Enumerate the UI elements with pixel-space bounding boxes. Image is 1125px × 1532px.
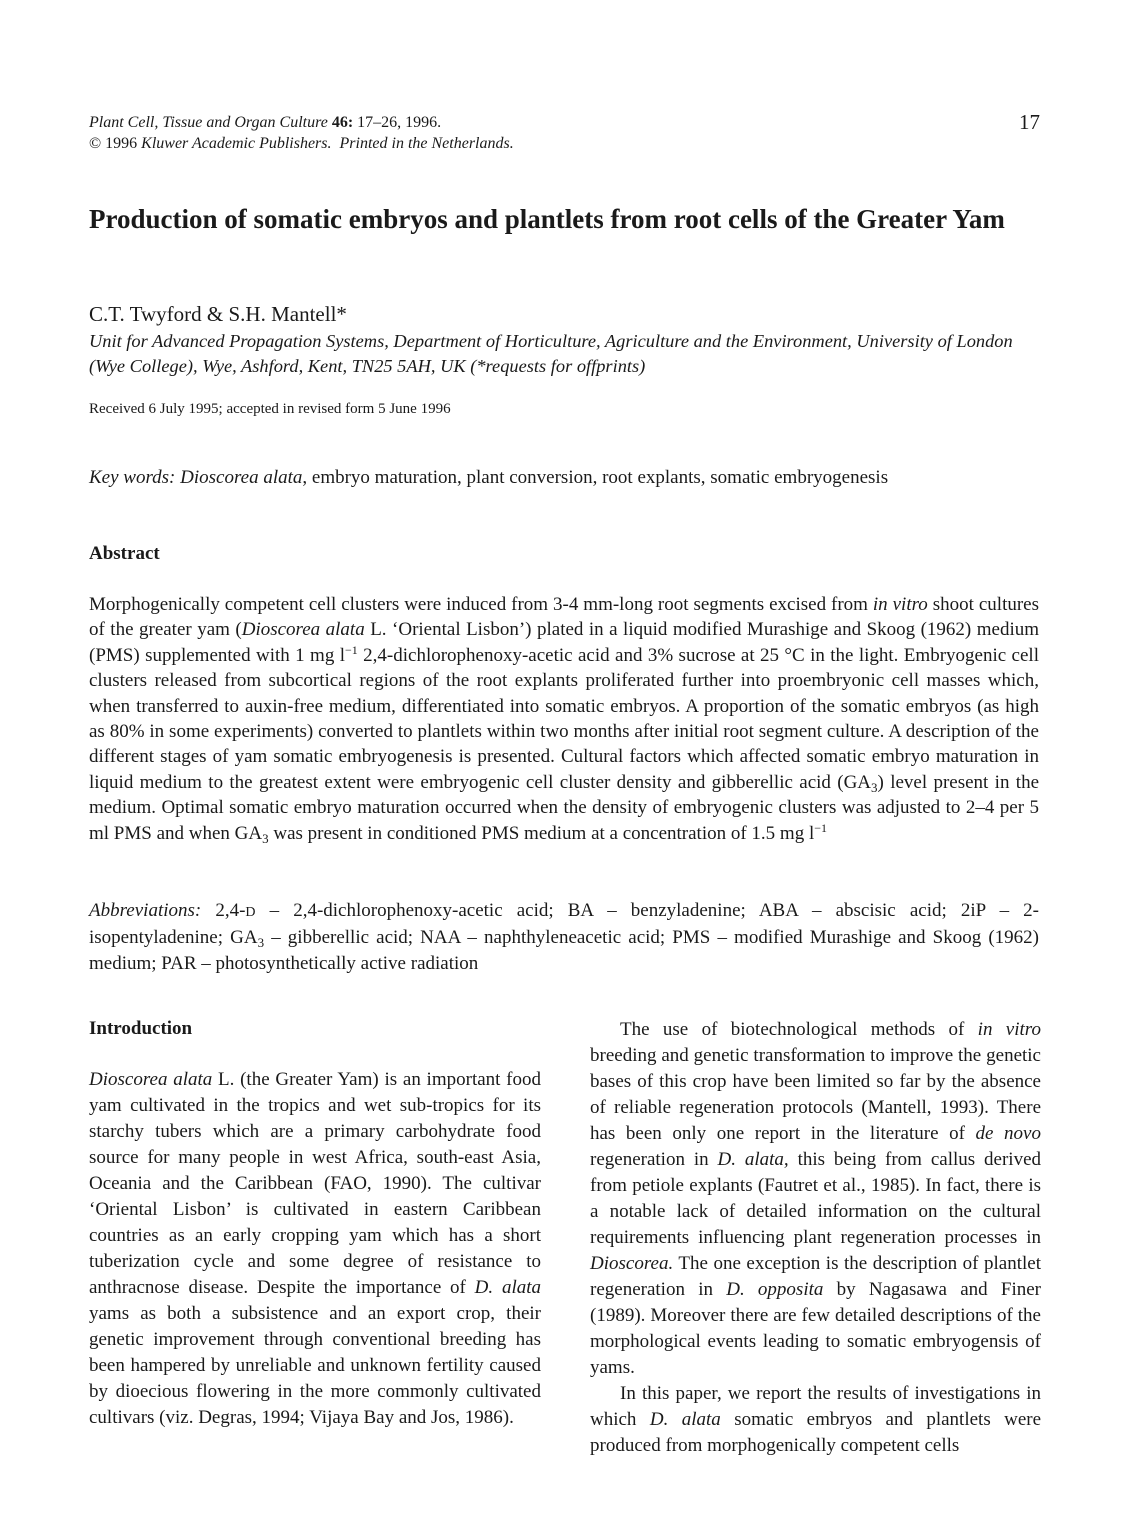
intro-column-left: [89, 1067, 541, 1431]
copyright-symbol: ©: [89, 135, 102, 152]
intro-italic: D. alata,: [717, 1149, 789, 1170]
abstract-segment: shoot cultures of the greater yam (: [89, 594, 1040, 641]
abbrev-segment: – 2,4-dichlorophenoxy-acetic acid; BA – benzyladenine; ABA – abscisic acid; 2iP – 2-isopentyladenine; GA: [89, 900, 1039, 949]
intro-segment: L. (the Greater Yam) is an important food yam cultivated in the tropics and wet sub-tropics for its starchy tubers which are a primary carbohydrate food source for many people in west Africa, south-east Asia, Oceania and the Caribbean (FAO, 1990). The cultivar ‘Oriental Lisbon’ is cultivated in eastern Caribbean countries as an early cropping yam which has a short tuberization cycle and some degree of resistance to anthracnose disease. Despite the importance of: [89, 1069, 541, 1298]
intro-italic: Dioscorea alata: [89, 1069, 213, 1090]
abbrev-segment: – gibberellic acid; NAA – naphthyleneacetic acid; PMS – modified Murashige and Skoog (1962) medium; PAR – photosynthetically active radiation: [89, 927, 1039, 974]
intro-segment: somatic embryos and plantlets were produced from morphogenically competent cells: [590, 1409, 1042, 1456]
abstract-italic: in vitro: [872, 594, 928, 615]
keyword-species: Dioscorea alata: [180, 467, 303, 488]
journal-name: Plant Cell, Tissue and Organ Culture: [89, 114, 328, 131]
introduction-heading: Introduction: [89, 1018, 193, 1039]
abstract-heading: Abstract: [89, 543, 160, 564]
authors: C.T. Twyford & S.H. Mantell*: [89, 302, 347, 326]
abstract-italic: Dioscorea alata: [241, 619, 365, 641]
intro-column-right: [590, 1017, 1041, 1459]
abstract-segment: L. ‘Oriental Lisbon’) plated in a liquid modified Murashige and Skoog (1962) medium (PMS) supplemented with 1 mg l: [89, 619, 1040, 666]
abstract-superscript: −1: [814, 820, 828, 835]
affiliation: Unit for Advanced Propagation Systems, Department of Horticulture, Agriculture and the Environment, University of London (Wye College), Wye, Ashford, Kent, TN25 5AH, UK (*requests for offprints): [89, 331, 1013, 376]
intro-paragraph: [590, 1381, 1041, 1459]
abstract-segment: Morphogenically competent cell clusters were induced from 3-4 mm-long root segments excised from: [89, 594, 868, 615]
journal-citation: [89, 112, 514, 133]
copyright-year: 1996: [105, 135, 138, 152]
intro-segment: The one exception is the description of plantlet regeneration in: [590, 1253, 1041, 1300]
abstract-segment: was present in conditioned PMS medium at a concentration of 1.5 mg l: [273, 822, 815, 844]
copyright-line: [89, 133, 514, 154]
abstract-segment: 2,4-dichlorophenoxy-acetic acid and 3% sucrose at 25 °C in the light. Embryogenic cell clusters released from subcortical regions of the root explants proliferated further into proembryonic cell masses which, when transferred to auxin-free medium, differentiated into somatic embryos. A proportion of the somatic embryos (as high as 80% in some experiments) converted to plantlets within two months after initial root segment culture. A description of the different stages of yam somatic embryogenesis is presented. Cultural factors which affected somatic embryo maturation in liquid medium to the greatest extent were embryogenic cell cluster density and gibberellic acid (GA: [89, 644, 1039, 793]
intro-segment: breeding and genetic transformation to improve the genetic bases of this crop have been limited so far by the absence of reliable regeneration protocols (Mantell, 1993). There has been only one report in the literature of: [590, 1045, 1041, 1144]
printed-location: Printed in the Netherlands.: [339, 135, 514, 152]
intro-italic: D. alata: [474, 1277, 541, 1298]
journal-volume: 46:: [331, 114, 354, 131]
keywords: [89, 466, 1039, 490]
intro-segment: by Nagasawa and Finer (1989). Moreover there are few detailed descriptions of the morphological events leading to somatic embryogensis of yams.: [590, 1279, 1041, 1378]
abstract-text: [89, 592, 1039, 846]
intro-segment: regeneration in: [590, 1149, 709, 1170]
abbrev-segment: 2,4-: [215, 900, 246, 921]
intro-paragraph: [590, 1017, 1041, 1381]
intro-segment: this being from callus derived from petiole explants (Fautret et al., 1985). In fact, there is a notable lack of detailed information on the cultural requirements influencing plant regeneration processes in: [590, 1149, 1042, 1248]
keywords-label: Key words:: [89, 467, 176, 488]
abstract-segment: ) level present in the medium. Optimal somatic embryo maturation occurred when the density of embryogenic clusters was adjusted to 2–4 per 5 ml PMS and when GA: [89, 771, 1040, 844]
paper-title: Production of somatic embryos and plantlets from root cells of the Greater Yam: [89, 204, 1005, 234]
abstract-subscript: 3: [871, 779, 878, 795]
abbreviations: [89, 898, 1039, 976]
keywords-list: , embryo maturation, plant conversion, root explants, somatic embryogenesis: [302, 467, 889, 488]
abstract-subscript: 3: [262, 830, 269, 846]
intro-italic: D. alata: [649, 1409, 721, 1430]
intro-italic: in vitro: [977, 1019, 1041, 1040]
intro-italic: D. opposita: [726, 1279, 824, 1300]
intro-segment: yams as both a subsistence and an export crop, their genetic improvement through conventional breeding has been hampered by unreliable and unknown fertility caused by dioecious flowering in the more commonly cultivated cultivars (viz. Degras, 1994; Vijaya Bay and Jos, 1986).: [89, 1303, 541, 1428]
journal-pages: 17–26, 1996.: [357, 114, 442, 131]
abbrev-smallcaps: D: [245, 905, 256, 920]
abstract-superscript: −1: [344, 642, 358, 657]
intro-italic: Dioscorea.: [590, 1253, 674, 1274]
publisher: Kluwer Academic Publishers.: [141, 135, 332, 152]
journal-header: [89, 112, 514, 154]
abbreviations-label: Abbreviations:: [89, 900, 202, 921]
page-number: 17: [1019, 110, 1040, 134]
intro-italic: de novo: [975, 1123, 1041, 1144]
intro-paragraph: [89, 1067, 541, 1431]
received-dates: Received 6 July 1995; accepted in revised form 5 June 1996: [89, 401, 451, 417]
intro-segment: In this paper, we report the results of investigations in which: [590, 1383, 1041, 1430]
intro-segment: The use of biotechnological methods of: [620, 1019, 965, 1040]
abbrev-subscript: 3: [257, 935, 265, 951]
